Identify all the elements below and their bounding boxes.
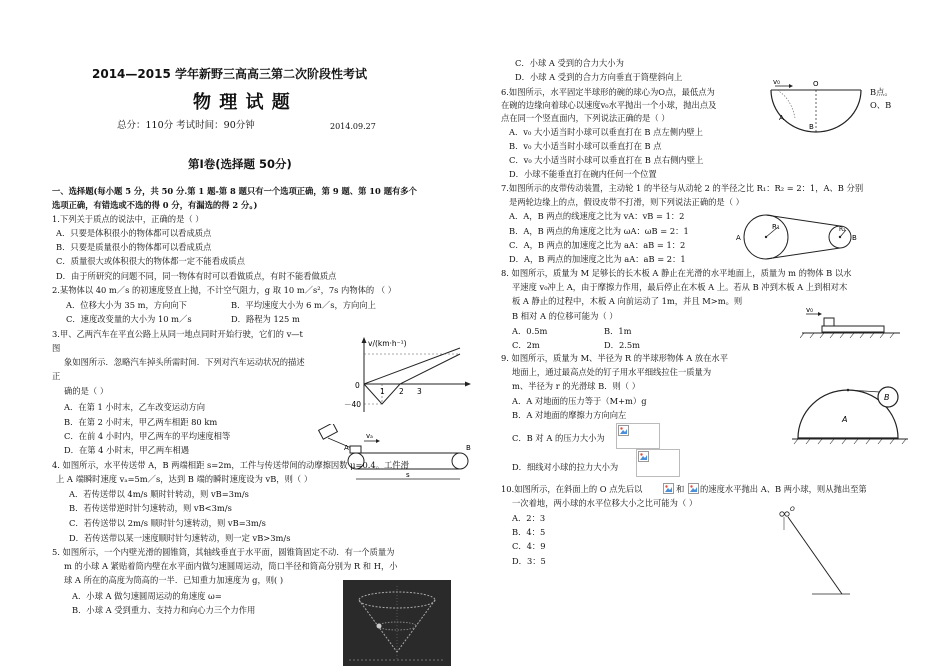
q2-option-a: A．位移大小为 35 m，方向向下 bbox=[66, 300, 187, 310]
q10-option-b: B．4：5 bbox=[512, 527, 546, 537]
broken-image-icon bbox=[688, 483, 699, 494]
q7-option-d: D．A，B 两点的加速度之比为 aA：aB = 2：1 bbox=[509, 254, 686, 264]
q10-slope bbox=[788, 517, 842, 594]
q1-option-b: B．只要是质量很小的物体都可以看成质点 bbox=[56, 242, 212, 252]
q6-option-a: A．v₀ 大小适当时小球可以垂直打在 B 点左侧内壁上 bbox=[509, 127, 703, 137]
q6-bowl-figure bbox=[765, 76, 867, 136]
q7-line-2: 是两轮边缘上的点，假设皮带不打滑，则下列说法正确的是（ ） bbox=[509, 197, 744, 207]
q9-hatch bbox=[890, 439, 894, 444]
q3-ylabel: v/(km·h⁻¹) bbox=[368, 339, 407, 348]
q1-stem: 1.下列关于质点的说法中，正确的是（ ） bbox=[52, 214, 204, 224]
q7-belt-bottom bbox=[766, 248, 840, 259]
q5-option-a: A．小球 A 做匀速圆周运动的角速度 ω= bbox=[72, 591, 222, 601]
q3-option-c: C．在前 4 小时内，甲乙两车的平均速度相等 bbox=[64, 431, 231, 441]
section-title: 第Ⅰ卷(选择题 50分) bbox=[188, 157, 292, 171]
q4-conveyor-figure bbox=[316, 424, 476, 486]
section-instruction-1: 一、选择题(每小题 5 分，共 50 分.第 1 题-第 8 题只有一个选项正确，第 9 题、第 10 题有多个 bbox=[52, 186, 417, 196]
q3-option-a: A．在第 1 小时末，乙车改变运动方向 bbox=[64, 402, 205, 412]
q3-vt-graph bbox=[344, 334, 472, 416]
score-time: 总分：110分 考试时间：90分钟 bbox=[117, 120, 255, 131]
q9-hemisphere-figure bbox=[788, 378, 912, 448]
q8-hatch bbox=[830, 333, 834, 338]
q9-formula-d-frame bbox=[636, 449, 680, 477]
q3-tick-0: 0 bbox=[355, 381, 360, 390]
q10-slope-figure bbox=[772, 500, 852, 600]
q8-hatch bbox=[800, 333, 804, 338]
q4-va-arrowhead bbox=[376, 439, 380, 443]
q3-tick-3: 3 bbox=[417, 387, 422, 396]
q6-option-b: B．v₀ 大小适当时小球可以垂直打在 B 点 bbox=[509, 141, 662, 151]
q2-stem: 2.某物体以 40 m／s 的初速度竖直上抛，不计空气阻力，g 取 10 m／s²，7s 内物体的 （ ） bbox=[52, 285, 397, 295]
exam-date: 2014.09.27 bbox=[330, 122, 376, 131]
q4-workpiece-falling bbox=[319, 424, 338, 439]
q4-option-d: D．若传送带以某一速度顺时针匀速转动，则一定 vB>3m/s bbox=[69, 533, 291, 543]
q10-ball bbox=[780, 512, 784, 516]
q8-v0-label: v₀ bbox=[806, 306, 813, 314]
q9-label-a: A bbox=[842, 415, 848, 424]
q3-line-1: 3.甲、乙两汽车在平直公路上从同一地点同时开始行驶，它们的 v—t bbox=[52, 329, 303, 339]
q9-option-d: D．细线对小球的拉力大小为 bbox=[512, 462, 619, 472]
q4-line-1: 4. 如图所示，水平传送带 A，B 两端相距 s=2m，工件与传送带间的动摩擦因数 μ=0.4。工件滑 bbox=[52, 460, 409, 470]
q7-line-1: 7.如图所示的皮带传动装置，主动轮 1 的半径与从动轮 2 的半径之比 R₁：R₂ = 2：1，A、B 分别 bbox=[501, 183, 864, 193]
q2-option-b: B．平均速度大小为 6 m／s，方向向上 bbox=[231, 300, 376, 310]
q5-option-b: B．小球 A 受到重力、支持力和向心力三个力作用 bbox=[72, 605, 256, 615]
q9-hatch bbox=[902, 439, 906, 444]
q4-va-label: vₐ bbox=[366, 432, 373, 440]
q9-hatch bbox=[878, 439, 882, 444]
q9-option-c: C．B 对 A 的压力大小为 bbox=[512, 433, 605, 443]
q9-line-1: 9. 如图所示，质量为 M、半径为 R 的半球形物体 A 放在水平 bbox=[501, 353, 729, 363]
q6-label-b: B bbox=[809, 123, 814, 131]
q8-board-figure bbox=[800, 306, 904, 352]
q8-hatch bbox=[870, 333, 874, 338]
q9-option-b: B．A 对地面的摩擦力方向向左 bbox=[512, 410, 627, 420]
q4-pulley-b bbox=[452, 453, 468, 469]
q4-line-2: 上 A 端瞬时速度 vₐ=5m／s，达到 B 端的瞬时速度设为 vB，则（ ） bbox=[56, 474, 313, 484]
q8-hatch bbox=[850, 333, 854, 338]
q9-label-b: B bbox=[884, 393, 890, 402]
q3-x-arrow bbox=[465, 382, 471, 387]
q9-hatch bbox=[866, 439, 870, 444]
q7-belt-figure bbox=[736, 211, 862, 267]
q5-line-2: m 的小球 A 紧贴着筒内壁在水平面内做匀速圆周运动，筒口半径和筒高分别为 R 和 H，小 bbox=[64, 561, 398, 571]
q7-center-1 bbox=[765, 236, 767, 238]
q6-v0-arrowhead bbox=[789, 84, 793, 88]
q8-option-d: D．2.5m bbox=[604, 340, 641, 350]
subject-title: 物 理 试 题 bbox=[193, 92, 291, 113]
q8-hatch bbox=[840, 333, 844, 338]
q1-option-d: D．由于所研究的问题不同，同一物体有时可以看做质点，有时不能看做质点 bbox=[56, 271, 337, 281]
q10-option-c: C．4：9 bbox=[512, 541, 546, 551]
q6-option-c: C．v₀ 大小适当时小球可以垂直打在 B 点右侧内壁上 bbox=[509, 155, 704, 165]
q8-hatch bbox=[810, 333, 814, 338]
q3-option-b: B．在第 2 小时末，甲乙两车相距 80 km bbox=[64, 417, 218, 427]
q2-option-d: D．路程为 125 m bbox=[231, 314, 300, 324]
q10-label-o: O bbox=[790, 506, 795, 513]
q9-option-a: A．A 对地面的压力等于（M+m）g bbox=[512, 396, 647, 406]
q8-hatch bbox=[820, 333, 824, 338]
q10-option-d: D．3：5 bbox=[512, 556, 546, 566]
q8-block-b bbox=[824, 318, 834, 326]
q9-line-3: m、半径为 r 的光滑球 B．则（ ） bbox=[512, 381, 641, 391]
q9-hatch bbox=[842, 439, 846, 444]
q1-option-a: A．只要是体积很小的物体都可以看成质点 bbox=[56, 228, 212, 238]
q7-center-2 bbox=[839, 236, 841, 238]
q4-option-b: B．若传送带逆时针匀速转动，则 vB<3m/s bbox=[69, 503, 232, 513]
q3-line-3: 象如图所示．忽略汽车掉头所需时间．下列对汽车运动状况的描述 bbox=[64, 357, 305, 367]
broken-image-icon bbox=[618, 425, 629, 436]
q6-v0-label: v₀ bbox=[773, 78, 780, 86]
q10-line-1b: 和 bbox=[676, 484, 685, 494]
q8-hatch bbox=[860, 333, 864, 338]
exam-title: 2014—2015 学年新野三高高三第二次阶段性考试 bbox=[92, 67, 367, 81]
q6-side-text-2: O、B bbox=[870, 100, 892, 110]
q5-option-d: D．小球 A 受到的合力方向垂直于筒壁斜向上 bbox=[515, 72, 683, 82]
q7-label-r1: R₁ bbox=[772, 223, 780, 231]
q7-option-b: B．A，B 两点的角速度之比为 ωA：ωB = 2：1 bbox=[509, 226, 689, 236]
q7-label-a: A bbox=[736, 234, 741, 242]
q9-hatch bbox=[854, 439, 858, 444]
q6-label-o: O bbox=[813, 80, 819, 88]
q9-formula-c-frame bbox=[616, 423, 660, 449]
q2-option-c: C．速度改变量的大小为 10 m／s bbox=[66, 314, 192, 324]
q3-y-arrow bbox=[362, 337, 367, 343]
q8-option-a: A．0.5m bbox=[512, 326, 548, 336]
q9-line-2: 地面上，通过最高点处的钉子用水平细线拉住一质量为 bbox=[512, 367, 712, 377]
broken-image-icon bbox=[663, 483, 674, 494]
q6-option-d: D．小球不能垂直打在碗内任何一个位置 bbox=[509, 169, 657, 179]
q5-line-1: 5. 如图所示，一个内壁光滑的圆锥筒，其轴线垂直于水平面，圆锥筒固定不动．有一个质量为 bbox=[52, 547, 395, 557]
q3-tick-2: 2 bbox=[399, 387, 404, 396]
q8-hatch bbox=[890, 333, 894, 338]
q3-line-4: 正 bbox=[52, 371, 61, 381]
q5-cone-figure bbox=[343, 580, 451, 666]
q7-option-c: C．A，B 两点的加速度之比为 aA：aB = 1：2 bbox=[509, 240, 686, 250]
q3-line-2: 图 bbox=[52, 343, 61, 353]
q7-label-r2: R₂ bbox=[839, 226, 846, 233]
q10-line-2: 一次着地，两小球的水平位移大小之比可能为（ ） bbox=[512, 498, 698, 508]
q5-option-c: C．小球 A 受到的合力大小为 bbox=[515, 58, 624, 68]
q8-line-4: B 相对 A 的位移可能为（ ） bbox=[512, 311, 618, 321]
q5-line-3: 球 A 所在的高度为筒高的一半．已知重力加速度为 g，则( ) bbox=[64, 575, 284, 585]
q4-option-a: A．若传送带以 4m/s 顺时针转动，则 vB=3m/s bbox=[69, 489, 249, 499]
q9-nail bbox=[847, 389, 850, 392]
q8-line-3: 板 A 静止的过程中，木板 A 向前运动了 1m，并且 M>m。则 bbox=[512, 296, 743, 306]
q1-option-c: C．质量很大或体积很大的物体都一定不能看成质点 bbox=[56, 256, 245, 266]
q8-hatch bbox=[880, 333, 884, 338]
q3-line-5: 确的是（ ） bbox=[64, 386, 109, 396]
q8-option-c: C．2m bbox=[512, 340, 540, 350]
q3-option-d: D．在第 4 小时末，甲乙两车相遇 bbox=[64, 445, 190, 455]
q6-side-text-1: B点。 bbox=[870, 87, 893, 97]
q3-tick-1: 1 bbox=[380, 387, 385, 396]
q8-line-2: 平速度 v₀冲上 A，由于摩擦力作用，最后停止在木板 A 上。若从 B 冲到木板 A 上到相对木 bbox=[512, 282, 848, 292]
section-instruction-2: 选项正确，有错选或不选的得 0 分，有漏选的得 2 分。) bbox=[52, 200, 258, 210]
q10-option-a: A．2：3 bbox=[512, 513, 546, 523]
q5-ball-a bbox=[377, 624, 382, 629]
broken-image-icon bbox=[638, 451, 649, 462]
q7-label-b: B bbox=[852, 234, 857, 242]
q8-board-a bbox=[822, 326, 884, 332]
q9-hatch bbox=[818, 439, 822, 444]
q6-line-1: 6.如图所示，水平固定半球形的碗的球心为O点，最低点为 bbox=[501, 87, 715, 97]
q10-ball bbox=[785, 512, 789, 516]
q6-line-3: 点在同一个竖直面内，下列说法正确的是（ ） bbox=[501, 113, 670, 123]
q9-hatch bbox=[830, 439, 834, 444]
q3-line-jia bbox=[364, 348, 460, 384]
q4-workpiece bbox=[350, 446, 361, 453]
q3-tick-neg40: －40 bbox=[344, 400, 362, 409]
q6-label-a: A bbox=[779, 114, 784, 122]
q8-option-b: B．1m bbox=[604, 326, 632, 336]
q4-label-a: A bbox=[344, 444, 349, 452]
q8-v0-arrowhead bbox=[818, 312, 822, 316]
q9-hatch bbox=[806, 439, 810, 444]
q6-line-2: 在碗的边缘向着球心以速度v₀水平抛出一个小球，抛出点及 bbox=[501, 100, 717, 110]
q4-label-b: B bbox=[466, 444, 471, 452]
q8-line-1: 8. 如图所示，质量为 M 足够长的长木板 A 静止在光滑的水平地面上，质量为 m 的物体 B 以水 bbox=[501, 268, 852, 278]
q4-label-s: s bbox=[406, 471, 410, 479]
q10-line-1c: 的速度水平抛出 A、B 两小球，则从抛出至第 bbox=[700, 484, 867, 494]
q7-option-a: A．A，B 两点的线速度之比为 vA：vB = 1：2 bbox=[509, 211, 685, 221]
q9-hatch bbox=[794, 439, 798, 444]
q10-line-1a: 10.如图所示，在斜面上的 O 点先后以 bbox=[501, 484, 643, 494]
q4-option-c: C．若传送带以 2m/s 顺时针匀速转动，则 vB=3m/s bbox=[69, 518, 266, 528]
